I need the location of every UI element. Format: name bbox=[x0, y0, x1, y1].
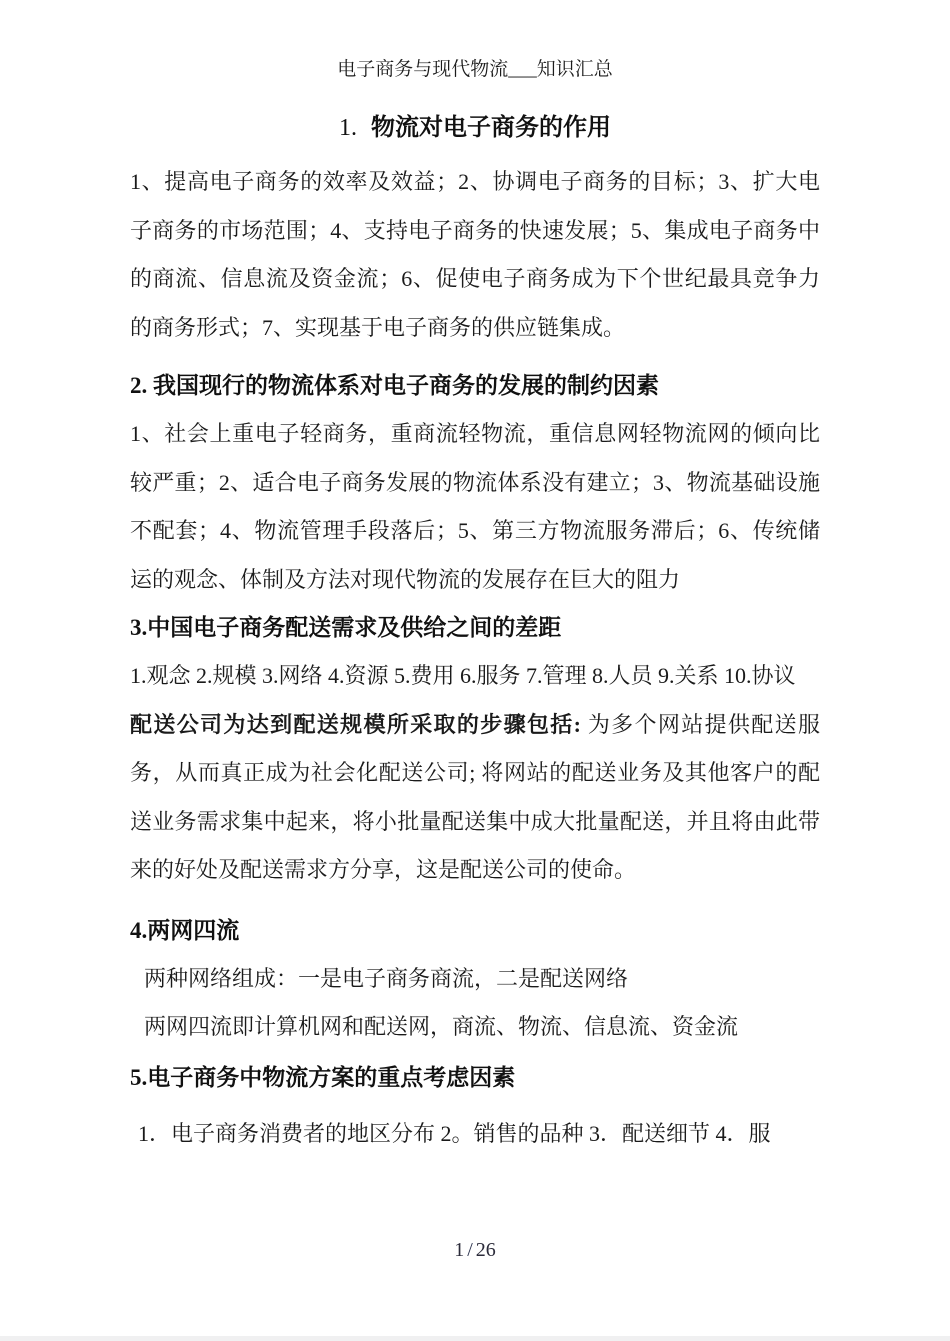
total-page-count: 26 bbox=[475, 1239, 496, 1261]
section3-steps-rest: 为多个网站提供配送服务，从而真正成为社会化配送公司; 将网站的配送业务及其他客户的配送业务需求集中起来，将小批量配送集中成大批量配送，并且将由此带来的好处及配送需求方分享，这是配送公司的使命。 bbox=[130, 711, 820, 882]
section4-line2: 两网四流即计算机网和配送网，商流、物流、信息流、资金流 bbox=[144, 1014, 739, 1039]
page-header-title: 电子商务与现代物流___知识汇总 bbox=[337, 59, 613, 80]
section4-heading: 4.两网四流 bbox=[130, 917, 240, 943]
section1-body: 1、提高电子商务的效率及效益；2、协调电子商务的目标；3、扩大电子商务的市场范围；4、支持电子商务的快速发展；5、集成电子商务中的商流、信息流及资金流；6、促使电子商务成为下个世纪最具竞争力的商务形式；7、实现基于电子商务的供应链集成。 bbox=[130, 169, 820, 340]
section4-line1: 两种网络组成：一是电子商务商流，二是配送网络 bbox=[144, 965, 629, 991]
section5-heading: 5.电子商务中物流方案的重点考虑因素 bbox=[130, 1064, 516, 1090]
section2-body: 1、社会上重电子轻商务，重商流轻物流，重信息网轻物流网的倾向比较严重；2、适合电子商务发展的物流体系没有建立；3、物流基础设施不配套；4、物流管理手段落后；5、第三方物流服务滞后；6、传统储运的观念、体制及方法对现代物流的发展存在巨大的阻力 bbox=[130, 421, 820, 592]
section3-steps-lead: 配送公司为达到配送规模所采取的步骤包括: bbox=[130, 711, 581, 737]
document-content bbox=[130, 104, 820, 1158]
section3-steps-paragraph bbox=[130, 701, 820, 895]
section1-heading-number: 1. bbox=[339, 115, 357, 141]
section1-heading-text: 物流对电子商务的作用 bbox=[371, 115, 611, 141]
section3-heading: 3.中国电子商务配送需求及供给之间的差距 bbox=[130, 615, 562, 640]
section1-heading bbox=[130, 104, 820, 152]
page-number-separator: / bbox=[467, 1239, 473, 1261]
section5-body: 1．电子商务消费者的地区分布 2。销售的品种 3．配送细节 4．服 bbox=[138, 1120, 771, 1146]
page-bottom-edge bbox=[0, 1336, 950, 1341]
page-number-footer bbox=[0, 1238, 950, 1262]
section2-heading: 2. 我国现行的物流体系对电子商务的发展的制约因素 bbox=[130, 373, 659, 398]
current-page-number: 1 bbox=[454, 1239, 465, 1261]
section3-list: 1.观念 2.规模 3.网络 4.资源 5.费用 6.服务 7.管理 8.人员 9.关系 10.协议 bbox=[130, 663, 796, 688]
